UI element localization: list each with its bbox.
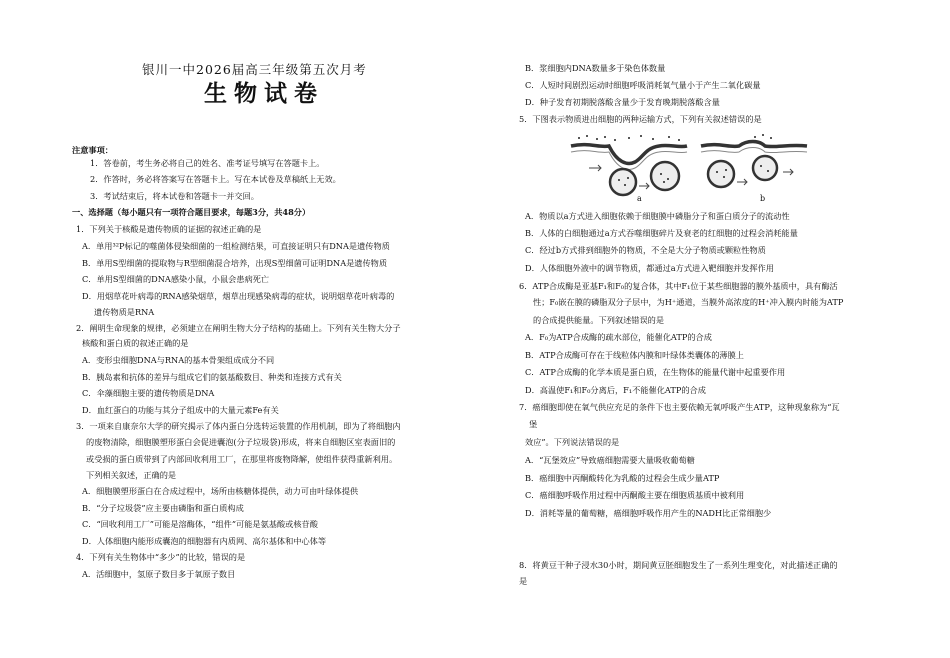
option-line: D．人体细胞外液中的调节物质，都通过a方式进入靶细胞并发挥作用 [525, 263, 774, 273]
figure-label-a: a [637, 194, 642, 203]
option-line: B．胰岛素和抗体的差异与组成它们的氨基酸数目、种类和连接方式有关 [82, 372, 342, 382]
question-line: 是 [519, 576, 528, 586]
option-line: D．消耗等量的葡萄糖，癌细胞呼吸作用产生的NADH比正常细胞少 [525, 508, 772, 518]
question-line: 核酸和蛋白质的叙述正确的是 [82, 338, 189, 348]
exocytosis-diagram [701, 134, 807, 187]
question-line: 性；F₀嵌在膜的磷脂双分子层中，为H⁺通道，当膜外高浓度的H⁺冲入膜内时能为ATP [533, 297, 844, 307]
option-line: B．人体的白细胞通过a方式吞噬细胞碎片及衰老的红细胞的过程会消耗能量 [525, 228, 798, 238]
option-line: B．癌细胞中丙酮酸转化为乳酸的过程会生成少量ATP [525, 473, 720, 483]
option-line: D．人体细胞内能形成囊泡的细胞器有内质网、高尔基体和中心体等 [82, 536, 327, 546]
school-title: 银川一中2026届高三年级第五次月考 [142, 62, 367, 77]
option-line: 遗传物质是RNA [94, 307, 155, 317]
question-line: 4．下列有关生物体中“多少”的比较，错误的是 [76, 552, 246, 562]
endocytosis-diagram [571, 135, 687, 195]
question-line: 或受损的蛋白质带到了内部回收利用工厂，在那里将废物降解，使组件获得重新利用。 [86, 454, 398, 464]
notice-item: 1．答卷前，考生务必将自己的姓名、准考证号填写在答题卡上。 [90, 158, 325, 168]
subject-title: 生物试卷 [204, 80, 324, 107]
option-line: C．ATP合成酶的化学本质是蛋白质，在生物体的能量代谢中起重要作用 [525, 367, 786, 377]
question-line: 1．下列关于核酸是遗传物质的证据的叙述正确的是 [76, 224, 262, 234]
notice-item: 3．考试结束后，将本试卷和答题卡一并交回。 [90, 191, 259, 201]
question-line: 7．癌细胞即使在氧气供应充足的条件下也主要依赖无氧呼吸产生ATP，这种现象称为“瓦 [519, 402, 840, 412]
section-title: 一、选择题（每小题只有一项符合题目要求，每题3分，共48分） [72, 207, 311, 217]
option-line: D．种子发育初期脱落酸含量少于发育晚期脱落酸含量 [525, 97, 720, 107]
question-line: 3．一项来自康奈尔大学的研究揭示了体内蛋白分选转运装置的作用机制，即为了将细胞内 [76, 421, 401, 431]
question-line: 8．将黄豆干种子浸水30小时，期间黄豆胚细胞发生了一系列生理变化，对此描述正确的 [519, 560, 838, 570]
option-line: A．细胞膜塑形蛋白在合成过程中，场所由核糖体提供，动力可由叶绿体提供 [82, 486, 359, 496]
transport-figure [569, 132, 809, 202]
option-line: D．血红蛋白的功能与其分子组成中的大量元素Fe有关 [82, 405, 279, 415]
option-line: C．人短时间剧烈运动时细胞呼吸消耗氧气量小于产生二氧化碳量 [525, 80, 761, 90]
notice-title: 注意事项： [72, 145, 113, 155]
notice-item: 2．作答时，务必将答案写在答题卡上。写在本试卷及草稿纸上无效。 [90, 174, 341, 184]
question-line: 5．下图表示物质进出细胞的两种运输方式，下列有关叙述错误的是 [519, 114, 762, 124]
option-line: C．伞藻细胞主要的遗传物质是DNA [82, 388, 215, 398]
option-line: C．单用S型细菌的DNA感染小鼠，小鼠会患病死亡 [82, 274, 270, 284]
option-line: A．“瓦堡效应”导致癌细胞需要大量吸收葡萄糖 [525, 455, 695, 465]
option-line: B．“分子垃圾袋”应主要由磷脂和蛋白质构成 [82, 503, 244, 513]
question-line: 6．ATP合成酶是亚基F₁和F₀的复合体，其中F₁位于某些细胞器的膜外基质中，具有酶活 [519, 281, 838, 291]
question-line: 的合成提供能量。下列叙述错误的是 [533, 315, 665, 325]
option-line: D．用烟草花叶病毒的RNA感染烟草，烟草出现感染病毒的症状，说明烟草花叶病毒的 [82, 291, 395, 301]
option-line: B．ATP合成酶可存在于线粒体内膜和叶绿体类囊体的薄膜上 [525, 350, 744, 360]
question-line: 2．阐明生命现象的规律，必须建立在阐明生物大分子结构的基础上。下列有关生物大分子 [76, 323, 401, 333]
figure-label-b: b [760, 194, 766, 203]
option-line: A．单用³²P标记的噬菌体侵染细菌的一组检测结果，可直接证明只有DNA是遗传物质 [82, 241, 390, 251]
question-line: 效应”。下列说法错误的是 [525, 437, 620, 447]
option-line: A．F₀为ATP合成酶的疏水部位，能催化ATP的合成 [525, 332, 712, 342]
option-line: C．经过b方式排到细胞外的物质，不全是大分子物质或颗粒性物质 [525, 245, 766, 255]
option-line: A．变形虫细胞DNA与RNA的基本骨架组成成分不同 [82, 355, 275, 365]
option-line: C．“回收利用工厂”可能是溶酶体，“组件”可能是氨基酸或核苷酸 [82, 519, 318, 529]
option-line: B．浆细胞内DNA数量多于染色体数量 [525, 63, 666, 73]
question-line: 下列相关叙述，正确的是 [86, 470, 177, 480]
option-line: A．活细胞中，氢原子数目多于氧原子数目 [82, 569, 236, 579]
option-line: D．高温使F₁和F₀分离后，F₁不能催化ATP的合成 [525, 385, 706, 395]
option-line: A．物质以a方式进入细胞依赖于细胞膜中磷脂分子和蛋白质分子的流动性 [525, 211, 790, 221]
option-line: B．单用S型细菌的提取物与R型细菌混合培养，出现S型细菌可证明DNA是遗传物质 [82, 258, 388, 268]
option-line: C．癌细胞呼吸作用过程中丙酮酸主要在细胞质基质中被利用 [525, 490, 745, 500]
question-line: 堡 [529, 419, 538, 429]
question-line: 的废物清除，细胞膜塑形蛋白会促进囊泡(分子垃圾袋)形成，将来自细胞区室表面旧的 [86, 437, 396, 447]
